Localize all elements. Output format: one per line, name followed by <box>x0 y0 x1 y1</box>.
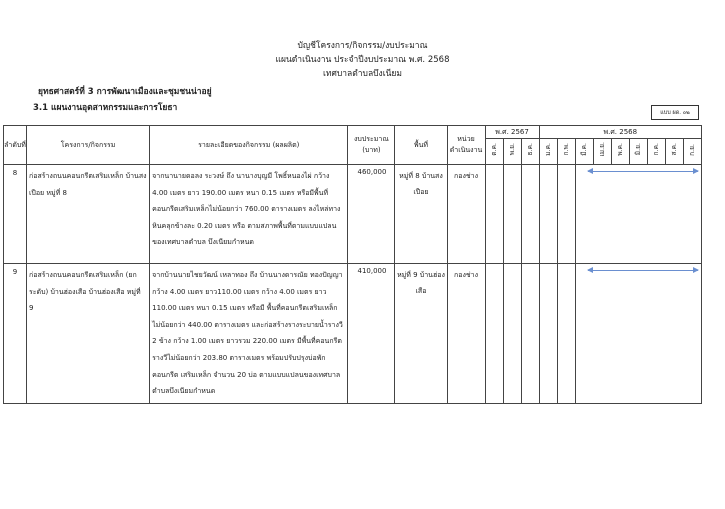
doc-organization: เทศบาลตำบลบึงเนียม <box>322 69 403 79</box>
project-name: ก่อสร้างถนนคอนกรีตเสริมเหล็ก (ยกระดับ) บ้านฮ่องเสือ บ้านฮ่องเสือ หมู่ที่ 9 <box>27 264 150 404</box>
month-header <box>485 139 503 165</box>
month-cell <box>557 165 575 264</box>
row-number: 8 <box>4 165 27 264</box>
month-label: เม.ย. <box>597 142 606 157</box>
month-cell <box>503 165 521 264</box>
col-header-agency: หน่วย ดำเนินงาน <box>447 126 485 165</box>
month-cell <box>485 264 503 404</box>
table-row <box>4 264 702 404</box>
month-header <box>539 139 557 165</box>
month-header <box>629 139 647 165</box>
responsible-agency: กองช่าง <box>447 264 485 404</box>
col-header-details: รายละเอียดของกิจกรรม (ผลผลิต) <box>150 126 348 165</box>
plan-table <box>3 125 702 404</box>
month-cell <box>521 165 539 264</box>
col-header-no: ลำดับที่ <box>4 126 27 165</box>
month-label: ม.ค. <box>543 143 552 156</box>
responsible-agency: กองช่าง <box>447 165 485 264</box>
year-header-2567: พ.ศ. 2567 <box>485 126 539 139</box>
month-label: มี.ค. <box>579 143 588 156</box>
strategy-heading: ยุทธศาสตร์ที่ 3 การพัฒนาเมืองและชุมชนน่าอยู่ <box>38 87 212 97</box>
month-label: ต.ค. <box>489 143 498 156</box>
month-header <box>575 139 593 165</box>
month-header <box>557 139 575 165</box>
col-header-project: โครงการ/กิจกรรม <box>27 126 150 165</box>
month-header <box>593 139 611 165</box>
row-number: 9 <box>4 264 27 404</box>
month-label: พ.ย. <box>507 143 516 156</box>
project-name: ก่อสร้างถนนคอนกรีตเสริมเหล็ก บ้านสงเปือย หมู่ที่ 8 <box>27 165 150 264</box>
month-header <box>521 139 539 165</box>
schedule-period-cell <box>575 264 701 404</box>
doc-title: บัญชีโครงการ/กิจกรรม/งบประมาณ <box>297 41 428 51</box>
year-header-2568: พ.ศ. 2568 <box>539 126 701 139</box>
schedule-arrow <box>588 171 698 172</box>
month-cell <box>521 264 539 404</box>
project-area: หมู่ที่ 9 บ้านฮ่องเสือ <box>395 264 447 404</box>
month-cell <box>557 264 575 404</box>
plan-heading: 3.1 แผนงานอุตสาหกรรมและการโยธา <box>33 103 178 113</box>
month-label: พ.ค. <box>615 143 624 156</box>
activity-details: จากบ้านนายไชยวัฒน์ เหลาทอง ถึง บ้านนางดารณัย ทองปัญญา กว้าง 4.00 เมตร ยาว110.00 เมตร กว้าง 4.00 เมตร ยาว 110.00 เมตร หนา 0.15 เมตร หรือมี พื้นที่คอนกรีตเสริมเหล็กไม่น้อยกว่า 440.00 ตารางเมตร และก่อสร้างรางระบายน้ำรางวี 2 ข้าง กว้าง 1.00 เมตร ยาวรวม 220.00 เมตร มีพื้นที่คอนกรีตรางวีไม่น้อยกว่า 203.80 ตารางเมตร พร้อมปรับปรุงบ่อพักคอนกรีต เสริมเหล็ก จำนวน 20 บ่อ ตามแบบแปลนของเทศบาล ตำบลบึงเนียมกำหนด <box>150 264 348 404</box>
month-cell <box>503 264 521 404</box>
month-label: ส.ค. <box>669 143 678 156</box>
month-header <box>647 139 665 165</box>
project-area: หมู่ที่ 8 บ้านสงเปือย <box>395 165 447 264</box>
month-label: ธ.ค. <box>525 143 534 156</box>
budget-amount: 410,000 <box>348 264 395 404</box>
schedule-period-cell <box>575 165 701 264</box>
month-label: ก.ค. <box>651 143 660 156</box>
col-header-budget: งบประมาณ (บาท) <box>348 126 395 165</box>
month-cell <box>485 165 503 264</box>
budget-amount: 460,000 <box>348 165 395 264</box>
month-header <box>665 139 683 165</box>
month-label: ก.พ. <box>561 143 570 156</box>
schedule-arrow <box>588 270 698 271</box>
month-label: มิ.ย. <box>633 143 642 156</box>
month-label: ก.ย. <box>687 143 696 156</box>
month-cell <box>539 165 557 264</box>
col-header-area: พื้นที่ <box>395 126 447 165</box>
form-code-box: แบบ ผด. ๐๒ <box>651 105 699 120</box>
month-header <box>683 139 701 165</box>
month-cell <box>539 264 557 404</box>
activity-details: จากนานายดอลง ระวงษ์ ถึง นานางบุญมี โพธิ์หนองไผ่ กว้าง 4.00 เมตร ยาว 190.00 เมตร หนา 0.15 เมตร หรือมีพื้นที่คอนกรีตเสริมเหล็กไม่น้อยกว่า 760.00 ตารางเมตร ลงไหล่ทางหินคลุกข้างละ 0.20 เมตร หรือ ตามสภาพพื้นที่ตามแบบแปลนของเทศบาลตำบล บึงเนียมกำหนด <box>150 165 348 264</box>
month-header <box>503 139 521 165</box>
table-row <box>4 165 702 264</box>
doc-subtitle: แผนดำเนินงาน ประจำปีงบประมาณ พ.ศ. 2568 <box>275 55 450 65</box>
month-header <box>611 139 629 165</box>
